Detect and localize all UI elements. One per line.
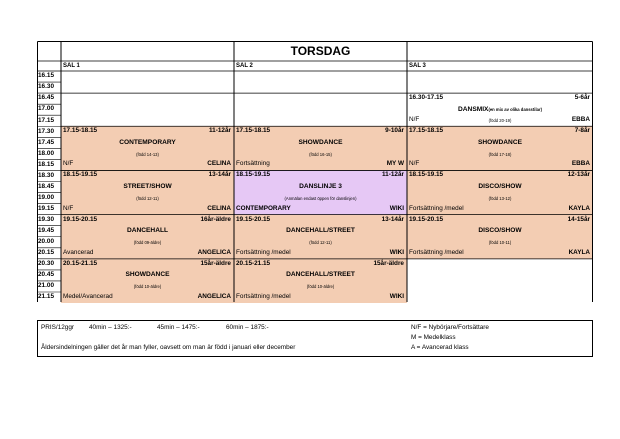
class-born: (född 16-15) (309, 151, 332, 157)
class-name: DANSMIX(en mix av olika dansstilar) (458, 105, 542, 113)
class-born: (född 09-äldre) (133, 239, 162, 245)
time-cell: 21.00 (38, 282, 54, 290)
class-time-span: 16.30-17.15 (409, 94, 444, 102)
price-40min: 40min – 1325:- (89, 324, 132, 331)
class-time-span: 20.15-21.15 (63, 259, 98, 267)
class-age: 11-12år (208, 127, 231, 135)
time-cell: 16.45 (38, 94, 54, 102)
class-level: Fortsättning (236, 160, 270, 168)
class-age: 15år-äldre (373, 259, 404, 267)
class-age: 9-10år (385, 127, 404, 135)
class-born: (född 13-12) (488, 195, 512, 201)
class-age: 7-8år (574, 127, 590, 135)
class-time-span: 17.15-18.15 (63, 127, 98, 135)
class-born: (Anmälan endast öppen för danslinjen) (284, 195, 357, 201)
time-cell: 16.30 (38, 83, 54, 91)
time-cell: 19.30 (38, 215, 54, 223)
price-45min: 45min – 1475:- (157, 324, 200, 331)
time-cell: 18.00 (38, 149, 54, 157)
class-born: (född 12-11) (136, 195, 159, 201)
legend-a: A = Avancerad klass (411, 344, 469, 351)
class-time-span: 19.15-20.15 (409, 215, 444, 223)
class-born: (född 14-13) (136, 151, 159, 157)
time-cell: 18.45 (38, 182, 54, 190)
class-born: (född 10-äldre) (306, 284, 335, 290)
time-cell: 20.45 (38, 271, 54, 279)
grid-lines (37, 41, 593, 302)
class-teacher: EBBA (571, 116, 590, 124)
sal-header-2: SAL 2 (236, 63, 253, 69)
class-born: (född 20-19) (488, 118, 512, 124)
class-name: DANSLINJE 3 (299, 183, 342, 191)
class-name: CONTEMPORARY (119, 138, 176, 146)
class-name: DISCO/SHOW (478, 183, 522, 191)
time-cell: 18.30 (38, 171, 54, 179)
class-teacher: WIKI (389, 248, 404, 256)
class-level: Avancerad (63, 248, 94, 256)
class-time-span: 19.15-20.15 (63, 215, 98, 223)
class-age: 13-14år (208, 171, 231, 179)
class-age: 16år-äldre (200, 215, 231, 223)
time-cell: 17.15 (38, 116, 54, 124)
class-time-span: 20.15-21.15 (236, 259, 271, 267)
class-level: Medel/Avancerad (63, 293, 113, 301)
time-cell: 18.15 (38, 160, 54, 168)
time-cell: 16.15 (38, 72, 54, 80)
class-born: (född 10-11) (488, 239, 512, 245)
class-teacher: WIKI (389, 293, 404, 301)
class-level: Fortsättning /medel (409, 204, 464, 212)
class-name: DANCEHALL/STREET (286, 271, 355, 279)
time-cell: 17.30 (38, 127, 54, 135)
class-level: Fortsättning /medel (236, 248, 291, 256)
class-born: (född 17-18) (488, 151, 512, 157)
class-name: DANCEHALL/STREET (286, 227, 355, 235)
class-teacher: EBBA (571, 160, 590, 168)
legend-m: M = Medelklass (411, 334, 456, 341)
class-born: (född 10-äldre) (133, 284, 162, 290)
class-teacher: CELINA (207, 160, 231, 168)
class-born: (född 12-11) (309, 239, 332, 245)
class-time-span: 17.15-18.15 (236, 127, 271, 135)
class-age: 5-6år (574, 94, 590, 102)
class-age: 11-12år (381, 171, 404, 179)
class-level: N/F (63, 204, 74, 212)
price-footer (37, 320, 593, 357)
class-age: 12-13år (567, 171, 590, 179)
class-level: Fortsättning /medel (236, 293, 291, 301)
time-cell: 17.00 (38, 105, 54, 113)
price-60min: 60min – 1875:- (226, 324, 269, 331)
class-name: SHOWDANCE (298, 138, 343, 146)
sal-header-1: SAL 1 (63, 63, 80, 69)
schedule-table (37, 41, 593, 302)
class-teacher: KAYLA (568, 248, 590, 256)
class-time-span: 18.15-19.15 (236, 171, 271, 179)
class-teacher: CELINA (207, 204, 231, 212)
price-label: PRIS/12ggr (41, 324, 75, 331)
class-age: 15år-äldre (200, 259, 231, 267)
class-level: CONTEMPORARY (236, 204, 291, 212)
time-cell: 20.15 (38, 249, 54, 257)
legend-nf: N/F = Nybörjare/Fortsättare (411, 324, 489, 331)
class-name: STREET/SHOW (123, 183, 172, 191)
time-cell: 19.15 (38, 204, 54, 212)
class-level: N/F (409, 116, 420, 124)
time-cell: 21.15 (38, 293, 54, 301)
sal-header-3: SAL 3 (409, 63, 426, 69)
time-cell: 19.45 (38, 227, 54, 234)
time-cell: 17.45 (38, 138, 54, 146)
class-teacher: KAYLA (568, 204, 590, 212)
class-name: SHOWDANCE (125, 271, 170, 279)
class-time-span: 17.15-18.15 (409, 127, 444, 135)
class-time-span: 19.15-20.15 (236, 215, 271, 223)
class-age: 14-15år (567, 215, 590, 223)
class-age: 13-14år (381, 215, 404, 223)
time-cell: 20.30 (38, 260, 54, 268)
class-name: DANCEHALL (126, 227, 169, 235)
class-level: N/F (409, 160, 420, 168)
day-title: TORSDAG (290, 44, 351, 58)
class-note: (en mix av olika dansstilar) (488, 106, 542, 112)
time-cell: 19.00 (38, 193, 54, 201)
class-level: N/F (63, 160, 74, 168)
class-level: Fortsättning /medel (409, 248, 464, 256)
class-name: DISCO/SHOW (478, 227, 522, 235)
class-teacher: ANGELICA (197, 248, 231, 256)
time-cell: 20.00 (38, 238, 54, 246)
class-time-span: 18.15-19.15 (63, 171, 98, 179)
class-name: SHOWDANCE (478, 138, 522, 146)
class-teacher: MY W (386, 160, 404, 168)
class-teacher: ANGELICA (197, 293, 231, 301)
class-teacher: WIKI (389, 204, 404, 212)
age-note: Åldersindelningen gäller det år man fyller, oavsett om man är född i januari eller december (41, 344, 296, 351)
class-time-span: 18.15-19.15 (409, 171, 444, 179)
